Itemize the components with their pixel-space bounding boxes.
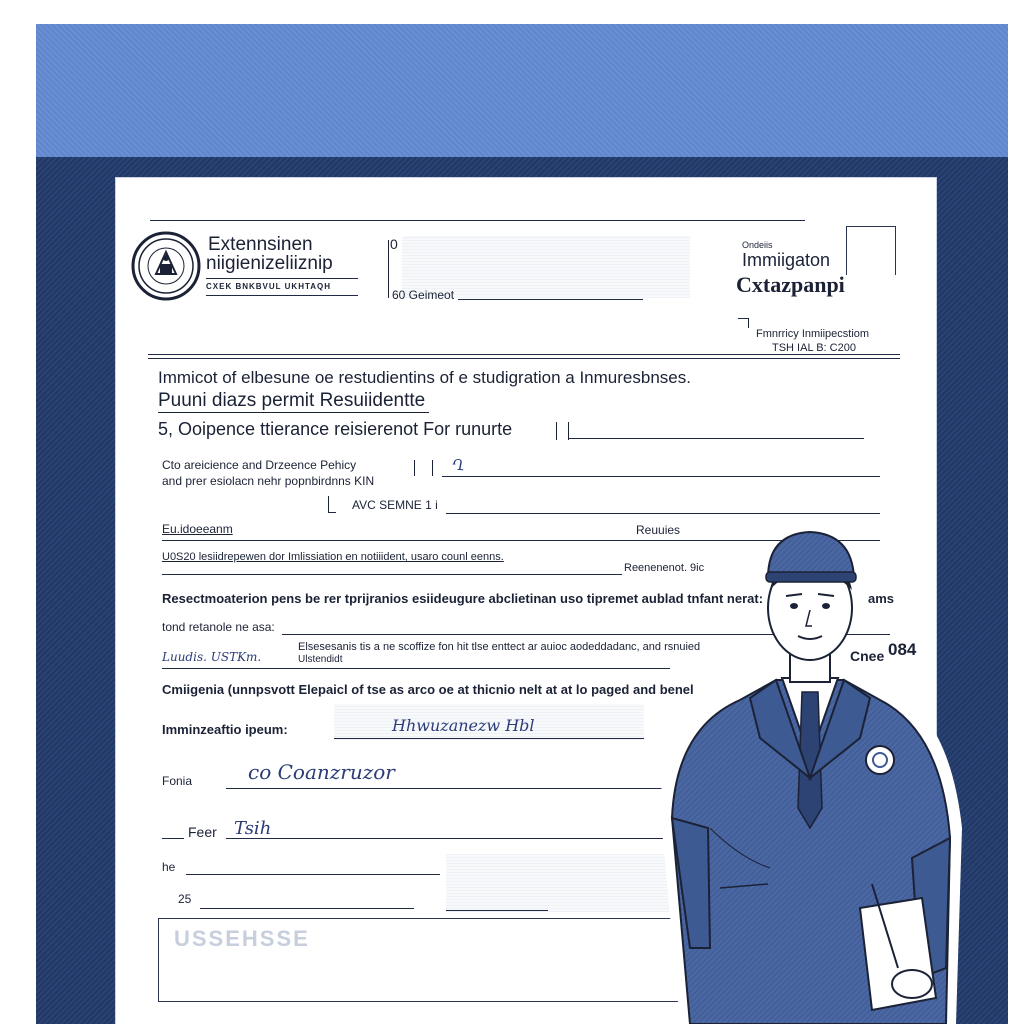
forda-field[interactable] bbox=[226, 788, 666, 789]
he-label: he bbox=[162, 860, 176, 874]
line-b-rule bbox=[162, 574, 622, 575]
field-25b[interactable] bbox=[446, 910, 548, 911]
field-25[interactable] bbox=[200, 908, 414, 909]
right-title-1: Immiigaton bbox=[742, 250, 831, 270]
column-right-label: Reuuies bbox=[636, 523, 681, 537]
immigration-field[interactable] bbox=[334, 738, 644, 739]
immigration-label: Imminzeaftio ipeum: bbox=[162, 722, 288, 737]
bold-instruction-2: Cmiigenia (unnpsvott Elepaicl of tse as arco oe at thicnio nelt at at lo paged and benel bbox=[162, 682, 694, 697]
field-label: 60 Geimeot bbox=[392, 288, 455, 302]
forda-label: Fonia bbox=[162, 774, 193, 788]
bold-instruction: Resectmoaterion pens be rer tprijranios esiideugure abclietinan uso tipremet aublad tnfant nerat: bbox=[162, 591, 764, 606]
feer-tick bbox=[162, 838, 184, 839]
header-band bbox=[36, 24, 1008, 157]
line-d2: Ulstendidt bbox=[298, 654, 343, 665]
field-line[interactable] bbox=[458, 299, 643, 300]
line-b: U0S20 lesiidrepewen dor Imlissiation en notiiident, usaro counl eenns. bbox=[162, 551, 504, 563]
section-heading: 5, Ooipence ttierance reisierenot For runurte bbox=[158, 419, 513, 439]
logo-line-2: niigienizeliiznip bbox=[206, 253, 333, 274]
stamp-text: USSEHSSE bbox=[174, 926, 310, 951]
line-a-field[interactable] bbox=[442, 476, 880, 477]
feer-handwriting: Tsih bbox=[234, 818, 272, 839]
line-a-mark: Ղ bbox=[452, 456, 465, 474]
logo-rule bbox=[206, 278, 358, 279]
line-a3-bar bbox=[328, 496, 329, 512]
right-title-2: Cxtazpanpi bbox=[736, 272, 845, 297]
field-divider bbox=[388, 240, 389, 298]
line-b-right: Reenenenot. 9ic bbox=[624, 562, 705, 574]
line-a3-field[interactable] bbox=[446, 513, 880, 514]
bold-instruction-end: ams bbox=[868, 591, 895, 606]
line-a1: Cto areicience and Drzeence Pehicy bbox=[162, 458, 357, 472]
side-shade bbox=[446, 854, 670, 912]
logo-line-3: CXEK BNKBVUL UKHTAQH bbox=[206, 282, 332, 291]
header-double-rule bbox=[148, 354, 900, 359]
he-field[interactable] bbox=[186, 874, 440, 875]
right-small-text: Ondeiis bbox=[742, 240, 773, 250]
line-c: tond retanole ne asa: bbox=[162, 620, 275, 634]
signature-left: Luudis. USTKm. bbox=[162, 650, 262, 664]
line-a3-tick bbox=[328, 512, 336, 513]
feer-label: Feer bbox=[188, 824, 217, 840]
section-bar-1 bbox=[556, 422, 557, 440]
seal-icon bbox=[130, 230, 202, 302]
line-d-rule bbox=[162, 668, 670, 669]
line-a-bar-2 bbox=[432, 460, 433, 476]
line-a-bar-1 bbox=[414, 460, 415, 476]
line-d1: Elsesesanis tis a ne scoffize fon hit tlse enttect ar auioc aodeddadanc, and rsnuied bbox=[298, 641, 701, 653]
field-mark: 0 bbox=[390, 236, 398, 252]
feer-field[interactable] bbox=[226, 838, 666, 839]
subtitle: Puuni diazs permit Resuiidentte bbox=[158, 390, 429, 413]
immigration-handwriting: Hhwuzanezw Hbl bbox=[392, 716, 535, 735]
logo-rule-2 bbox=[206, 295, 358, 296]
intro-text: Immicot of elbesune oe restudientins of e studigration a Inmuresbnses. bbox=[158, 368, 691, 387]
office-tick bbox=[738, 318, 748, 319]
logo-line-1: Extennsinen bbox=[208, 234, 313, 255]
line-a2: and prer esiolacn nehr popnbirdnns KIN bbox=[162, 474, 375, 488]
code-value: 084 bbox=[888, 640, 917, 659]
corner-box bbox=[846, 226, 896, 275]
line-a3: AVC SEMNE 1 i bbox=[352, 498, 438, 512]
top-rule bbox=[150, 220, 805, 221]
section-line[interactable] bbox=[568, 438, 864, 439]
column-left-label: Eu.idoeeanm bbox=[162, 522, 233, 536]
officer-illustration bbox=[650, 528, 970, 1024]
label-25: 25 bbox=[178, 892, 192, 906]
code-label: Cnee bbox=[850, 648, 885, 664]
office-line-1: Fmnrricy Inmiipecstiom bbox=[756, 328, 870, 340]
office-line-2: TSH IAL B: C200 bbox=[772, 342, 856, 354]
office-tick-v bbox=[748, 318, 749, 328]
forda-handwriting: co Coanzruzor bbox=[248, 760, 395, 784]
